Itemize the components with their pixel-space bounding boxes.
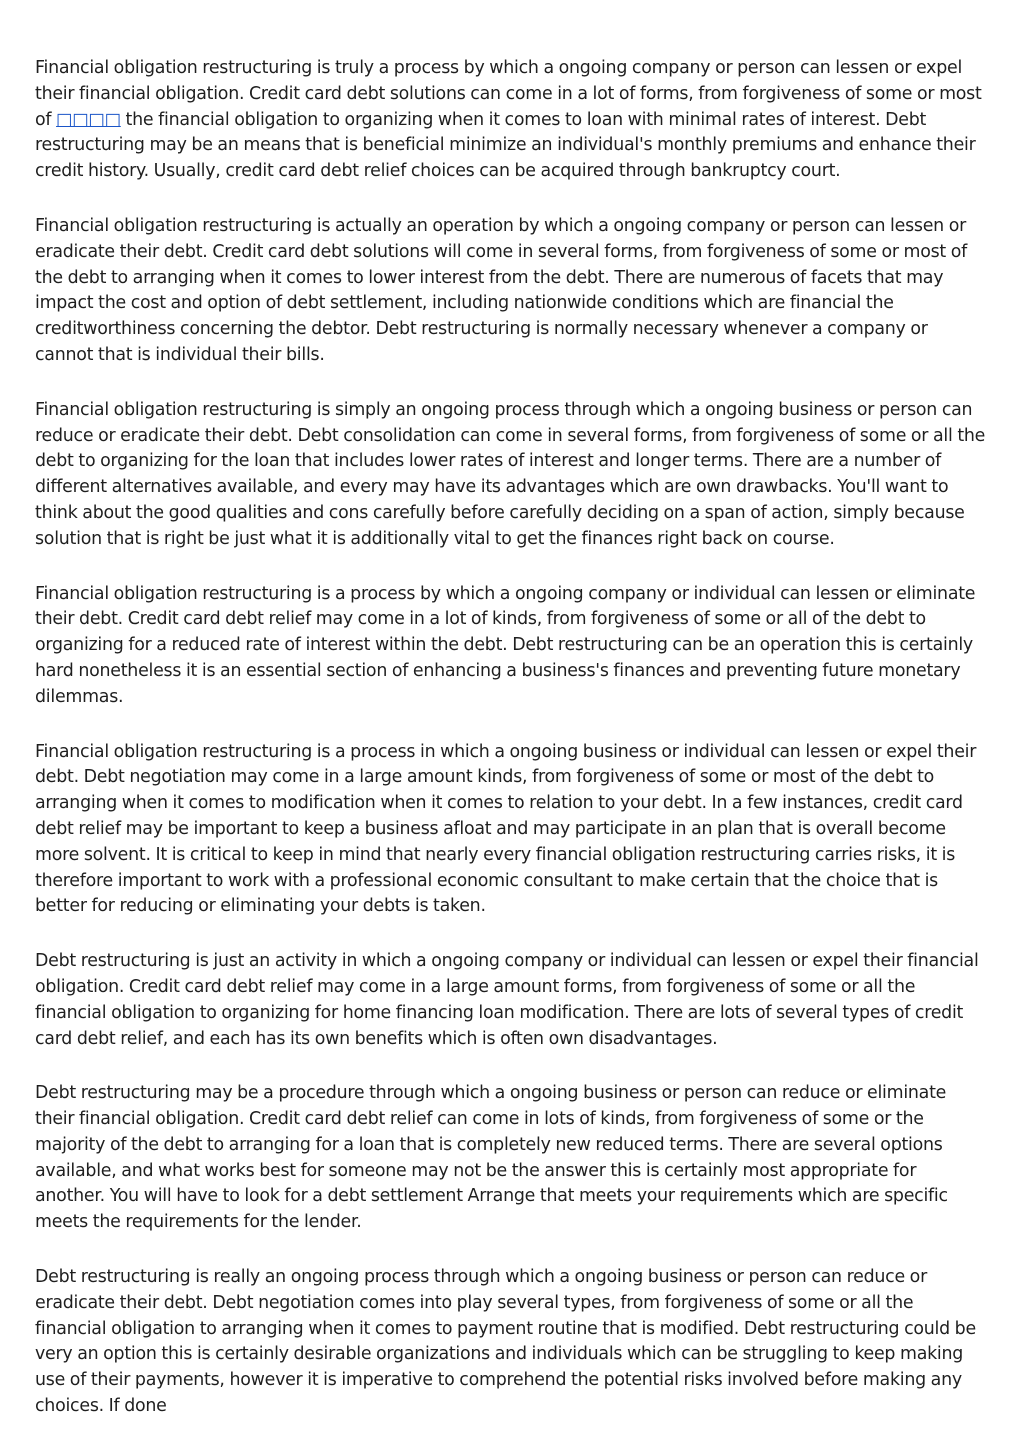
paragraph-1 [35, 56, 988, 185]
paragraph-5: Financial obligation restructuring is a process in which a ongoing business or individual can lessen or expel their debt. Debt negotiation may come in a large amount kinds, from forgiveness of some or most of the debt to arranging when it comes to modification when it comes to relation to your debt. In a few instances, credit card debt relief may be important to keep a business afloat and may participate in an plan that is overall become more solvent. It is critical to keep in mind that nearly every financial obligation restructuring carries risks, it is therefore important to work with a professional economic consultant to make certain that the choice that is better for reducing or eliminating your debts is taken. [35, 741, 977, 917]
paragraph-4: Financial obligation restructuring is a process by which a ongoing company or individual can lessen or eliminate their debt. Credit card debt relief may come in a lot of kinds, from forgiveness of some or all of the debt to organizing for a reduced rate of interest within the debt. Debt restructuring can be an operation this is certainly hard nonetheless it is an essential section of enhancing a business's finances and preventing future monetary dilemmas. [35, 583, 976, 707]
paragraph-3: Financial obligation restructuring is simply an ongoing process through which a ongoing business or person can reduce or eradicate their debt. Debt consolidation can come in several forms, from forgiveness of some or all the debt to organizing for the loan that includes lower rates of interest and longer terms. There are a number of different alternatives available, and every may have its advantages which are own drawbacks. You'll want to think about the good qualities and cons carefully before carefully deciding on a span of action, simply because solution that is right be just what it is additionally vital to get the finances right back on course. [35, 399, 986, 549]
paragraph-1-text-end: the financial obligation to organizing when it comes to loan with minimal rates of interest. Debt restructuring may be an means that is beneficial minimize an individual's monthly premiums and enhance their credit history. Usually, credit card debt relief choices can be acquired through bankruptcy court. [35, 109, 976, 182]
paragraph-1-text-start: Financial obligation restructuring is truly a process by which a ongoing company or person can lessen or expel their financial obligation. Credit card debt solutions can come in a lot of forms, from forgiveness of some or most of [35, 58, 982, 130]
paragraph-7: Debt restructuring may be a procedure through which a ongoing business or person can reduce or eliminate their financial obligation. Credit card debt relief can come in lots of kinds, from forgiveness of some or the majority of the debt to arranging for a loan that is completely new reduced terms. There are several options available, and what works best for someone may not be the answer this is certainly most appropriate for another. You will have to look for a debt settlement Arrange that meets your requirements which are specific meets the requirements for the lender. [35, 1083, 948, 1233]
paragraph-8: Debt restructuring is really an ongoing process through which a ongoing business or person can reduce or eradicate their debt. Debt negotiation comes into play several types, from forgiveness of some or all the financial obligation to arranging when it comes to payment routine that is modified. Debt restructuring could be very an option this is certainly desirable organizations and individuals which can be struggling to keep making use of their payments, however it is imperative to comprehend the potential risks involved before making any choices. If done [35, 1267, 976, 1417]
inline-link[interactable]: □□□□ [56, 109, 121, 130]
paragraph-6: Debt restructuring is just an activity in which a ongoing company or individual can lessen or expel their financial obligation. Credit card debt relief may come in a large amount forms, from forgiveness of some or all the financial obligation to organizing for home financing loan modification. There are lots of several types of credit card debt relief, and each has its own benefits which is often own disadvantages. [35, 951, 979, 1049]
paragraph-2: Financial obligation restructuring is actually an operation by which a ongoing company or person can lessen or eradicate their debt. Credit card debt solutions will come in several forms, from forgiveness of some or most of the debt to arranging when it comes to lower interest from the debt. There are numerous of facets that may impact the cost and option of debt settlement, including nationwide conditions which are financial the creditworthiness concerning the debtor. Debt restructuring is normally necessary whenever a company or cannot that is individual their bills. [35, 215, 968, 365]
